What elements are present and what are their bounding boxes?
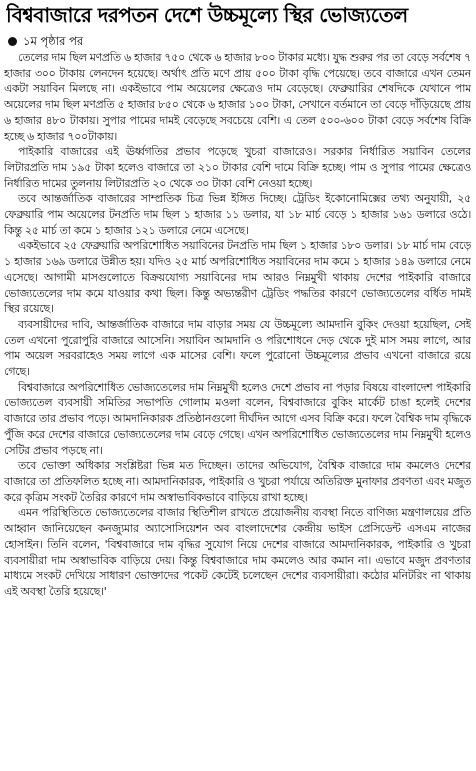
paragraph: একইভাবে ২৫ ফেব্রুয়ারি অপরিশোধিত সয়াবিনের টনপ্রতি দাম ছিল ১ হাজার ১৮০ ডলার। ১৮ মার্চ দাম বেড়ে ১ হাজার ১৬৯ ডলারে উন্নীত হয়। যদিও ২৫ মার্চ অপরিশোধিত সয়াবিনের দাম কমে ১ হাজার ১৪৯ ডলারে নেমে এসেছে। আগামী মাসগুলোতে বিক্রয়যোগ্য সয়াবিনের দাম আরও নিম্নমুখী থাকায় দেশের পাইকারি বাজারে ভোজ্যতেলের দাম কমে যাওয়ার কথা ছিল। কিন্তু অভ্যন্তরীণ ট্রেডিং পদ্ধতির কারণে ভোজ্যতেলের বর্ধিত দামই স্থির রয়েছে। <box>4 239 471 316</box>
paragraph: পাইকারি বাজারের এই ঊর্ধ্বগতির প্রভাব পড়েছে খুচরা বাজারেও। সরকার নির্ধারিত সয়াবিন তেলের লিটারপ্রতি দাম ১৯৫ টাকা হলেও বাজারে তা ২১০ টাকার বেশি দামে বিক্রি হচ্ছে। পাম ও সুপার পামের ক্ষেত্রেও নির্ধারিত দামের তুলনায় লিটারপ্রতি ২০ থেকে ৩০ টাকা বেশি নেওয়া হচ্ছে। <box>4 145 471 190</box>
continued-from-marker <box>8 33 83 49</box>
paragraph: তবে ভোক্তা অধিকার সংশ্লিষ্টরা ভিন্ন মত দিচ্ছেন। তাদের অভিযোগ, বৈশ্বিক বাজারে দাম কমলেও দেশের বাজারে তা প্রতিফলিত হচ্ছে না। আমদানিকারক, পাইকারি ও খুচরা পর্যায়ে অতিরিক্ত মুনাফার প্রবণতা এবং মজুত করে কৃত্রিম সংকট তৈরির কারণে দাম অস্বাভাবিকভাবে বাড়িয়ে রাখা হচ্ছে। <box>4 459 471 504</box>
paragraph: তবে আন্তর্জাতিক বাজারের সাম্প্রতিক চিত্র ভিন্ন ইঙ্গিত দিচ্ছে। ট্রেডিং ইকোনোমিক্সের তথ্য অনুযায়ী, ২৫ ফেব্রুয়ারি পাম অয়েলের টনপ্রতি দাম ছিল ১ হাজার ১১ ডলার, যা ১৮ মার্চ বেড়ে ১ হাজার ১৬১ ডলারে ওঠে। কিন্তু ২৫ মার্চ তা কমে ১ হাজার ১২১ ডলারে নেমে এসেছে। <box>4 192 471 237</box>
bullet-icon <box>8 37 17 46</box>
continued-from-label: ১ম পৃষ্ঠার পর <box>23 34 84 48</box>
paragraph: বিশ্ববাজারে অপরিশোধিত ভোজ্যতেলের দাম নিম্নমুখী হলেও দেশে প্রভাব না পড়ার বিষয়ে বাংলাদেশ পাইকারি ভোজ্যতেল ব্যবসায়ী সমিতির সভাপতি গোলাম মওলা বলেন, বিশ্ববাজারে বুকিং মার্কেট চাঙা হলেই দেশের বাজারে তার প্রভাব পড়ে। আমদানিকারক প্রতিষ্ঠানগুলো দীর্ঘদিন আগে এসব বিক্রি করে। ফলে বৈশ্বিক দাম বৃদ্ধিকে পুঁজি করে দেশের বাজারে ভোজ্যতেলের দাম বেড়ে গেছে। এখন অপরিশোধিত ভোজ্যতেলের দাম নিম্নমুখী হলেও সেটির প্রভাব পড়ছে না। <box>4 380 471 457</box>
headline: বিশ্ববাজারে দরপতন দেশে উচ্চমূল্যে স্থির ভোজ্যতেল <box>6 3 408 27</box>
paragraph: তেলের দাম ছিল মণপ্রতি ৬ হাজার ৭৫০ থেকে ৬ হাজার ৮০০ টাকার মধ্যে। যুদ্ধ শুরুর পর তা বেড়ে সর্বশেষ ৭ হাজার ৩০০ টাকায় লেনদেন হয়েছে। অর্থাৎ প্রতি মণে প্রায় ৫০০ টাকা বৃদ্ধি পেয়েছে। তবে বাজারে এখন তেমন একটা সয়াবিন মিলছে না। একইভাবে পাম অয়েলের ক্ষেত্রেও দাম বেড়েছে। ফেব্রুয়ারির শেষদিকে যেখানে পাম অয়েলের দাম ছিল মণপ্রতি ৫ হাজার ৮৫০ থেকে ৬ হাজার ১০০ টাকা, সেখানে বর্তমানে তা বেড়ে দাঁড়িয়েছে প্রায় ৬ হাজার ৪৮০ টাকায়। সুপার পামের দামই বেড়েছে সবচেয়ে বেশি। এ তেল ৫০০-৬০০ টাকা বেড়ে সর্বশেষ বিক্রি হচ্ছে ৬ হাজার ৭০০টাকায়। <box>4 51 471 143</box>
article-body <box>4 50 471 768</box>
paragraph: এমন পরিস্থিতিতে ভোজ্যতেলের বাজার স্থিতিশীল রাখতে প্রয়োজনীয় ব্যবস্থা নিতে বাণিজ্য মন্ত্রণালয়ের প্রতি আহ্বান জানিয়েছেন কনজ্যুমার অ্যাসোসিয়েশন অব বাংলাদেশের কেন্দ্রীয় ভাইস প্রেসিডেন্ট এসএম নাজের হোসাইন। তিনি বলেন, 'বিশ্ববাজারে দাম বৃদ্ধির সুযোগ নিয়ে দেশের বাজারে আমদানিকারক, পাইকারি ও খুচরা ব্যবসায়ীরা দাম অস্বাভাবিক বাড়িয়ে দেয়। কিন্তু বিশ্ববাজারে দাম কমলেও আর কমান না। এভাবে মজুদ প্রবণতার মাধ্যমে সংকট দেখিয়ে সাধারণ ভোক্তাদের পকেট কেটেই চলেছেন দেশের ব্যবসায়ীরা। কঠোর মনিটরিং না থাকায় এই অবস্থা তৈরি হয়েছে।' <box>4 506 471 598</box>
paragraph: ব্যবসায়ীদের দাবি, আন্তর্জাতিক বাজারে দাম বাড়ার সময় যে উচ্চমূল্যে আমদানি বুকিং দেওয়া হয়েছিল, সেই তেল এখনো পুরোপুরি বাজারে আসেনি। সয়াবিন আমদানি ও পরিশোধনে দেড় থেকে দুই মাস সময় লাগে, আর পাম অয়েল সরবরাহেও সময় লাগে এক মাসের বেশি। ফলে পুরোনো উচ্চমূল্যের প্রভাব এখনো বাজারে রয়ে গেছে। <box>4 317 471 379</box>
